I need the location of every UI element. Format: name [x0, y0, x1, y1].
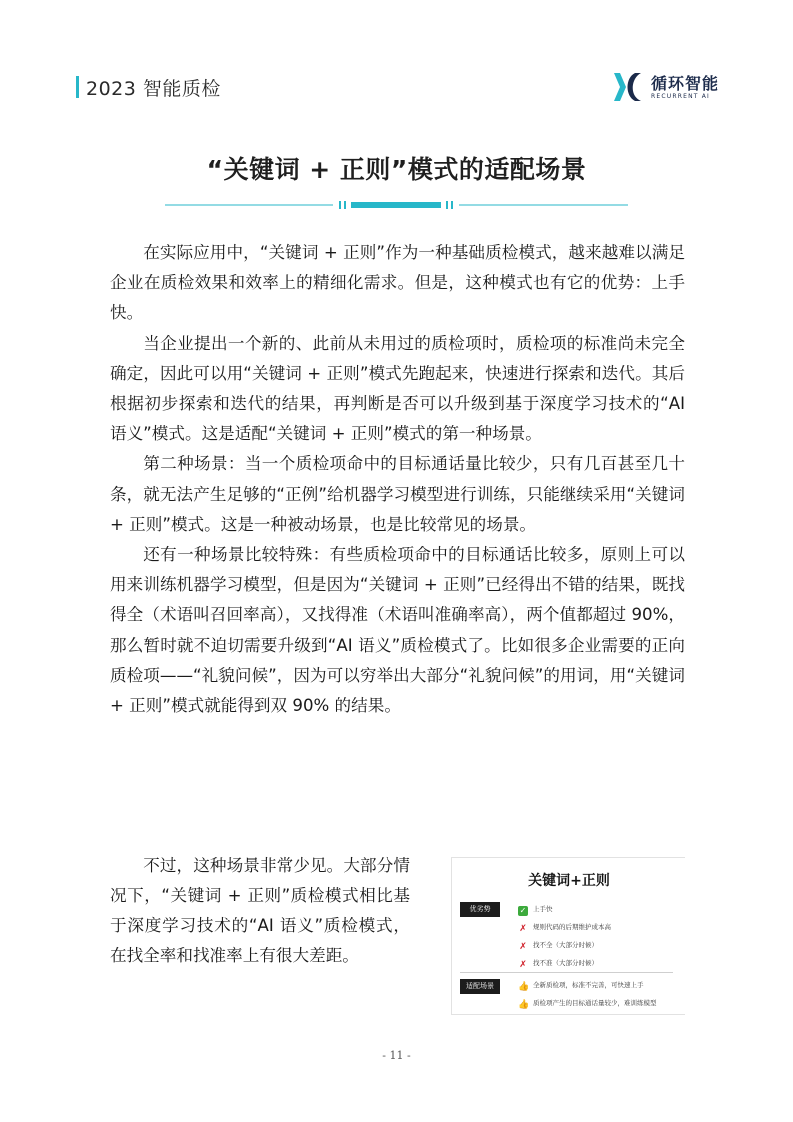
pros-cons-label: 优劣势 [460, 902, 500, 917]
title-divider [165, 199, 628, 211]
logo-text: 循环智能 [651, 74, 720, 93]
figure-item: ✗ 找不准（大部分时候） [519, 959, 598, 970]
figure-separator [460, 972, 673, 973]
thumbs-up-icon: 👍 [518, 1000, 530, 1010]
figure-item: 👍 全新质检项，标准不完善，可快速上手 [518, 981, 644, 992]
paragraph: 第二种场景：当一个质检项命中的目标通话量比较少，只有几百甚至几十条，就无法产生足够的“正例”给机器学习模型进行训练，只能继续采用“关键词 + 正则”模式。这是一种被动场景，也是比较常见的场景。 [110, 454, 685, 534]
page-title: “关键词 + 正则”模式的适配场景 [206, 155, 587, 184]
cross-icon: ✗ [519, 924, 527, 934]
figure-title: 关键词+正则 [528, 873, 610, 889]
page-header [76, 74, 723, 104]
thumbs-up-icon: 👍 [518, 982, 530, 992]
check-icon: ✓ [519, 906, 527, 915]
paragraph: 在实际应用中，“关键词 + 正则”作为一种基础质检模式，越来越难以满足企业在质检效果和效率上的精细化需求。但是，这种模式也有它的优势：上手快。 [110, 243, 685, 323]
scenarios-label: 适配场景 [460, 979, 500, 994]
figure-item: ✓ 上手快 [519, 905, 553, 915]
cross-icon: ✗ [519, 960, 527, 970]
cross-icon: ✗ [519, 942, 527, 952]
figure-item: ✗ 找不全（大部分时候） [519, 941, 598, 952]
figure-item: 👍 质检项产生的目标通话量较少，难训练模型 [518, 999, 657, 1010]
paragraph: 当企业提出一个新的、此前从未用过的质检项时，质检项的标准尚未完全确定，因此可以用“关键词 + 正则”模式先跑起来，快速进行探索和迭代。其后根据初步探索和迭代的结果，再判断是否可以升级到基于深度学习技术的“AI 语义”模式。这是适配“关键词 + 正则”模式的第一种场景。 [110, 333, 685, 444]
closing-text [110, 851, 410, 971]
paragraph: 还有一种场景比较特殊：有些质检项命中的目标通话比较多，原则上可以用来训练机器学习模型，但是因为“关键词 + 正则”已经得出不错的结果，既找得全（术语叫召回率高），又找得准（术语叫准确率高），两个值都超过 90%，那么暂时就不迫切需要升级到“AI 语义”质检模式了。比如很多企业需要的正向质检项——“礼貌问候”，因为可以穷举出大部分“礼貌问候”的用词，用“关键词 + 正则”模式就能得到双 90% 的结果。 [110, 545, 685, 716]
header-title: 2023 智能质检 [86, 78, 221, 100]
page-number: - 11 - [382, 1049, 411, 1062]
logo-mark-icon [611, 70, 645, 104]
logo-subtext: RECURRENT AI [651, 93, 711, 100]
article-body [110, 238, 685, 721]
figure-item: ✗ 规则代码的后期维护成本高 [519, 923, 611, 934]
brand-logo [611, 70, 723, 104]
header-accent-bar [76, 76, 79, 98]
keyword-regex-figure [451, 857, 685, 1015]
paragraph: 不过，这种场景非常少见。大部分情况下，“关键词 + 正则”质检模式相比基于深度学习技术的“AI 语义”质检模式，在找全率和找准率上有很大差距。 [110, 856, 410, 965]
